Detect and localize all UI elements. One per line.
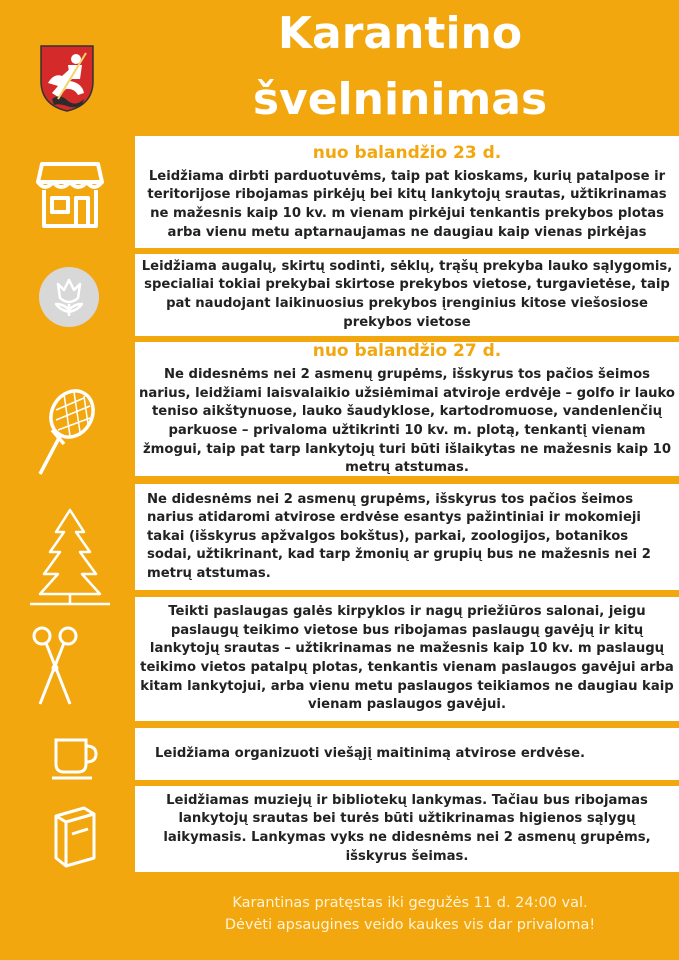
rule-plants-text: Leidžiama augalų, skirtų sodinti, sėklų, trąšų prekyba lauko sąlygomis, specialiai tokiai prekybai skirtose prekybos vietose, turgavietėse, taip pat naudojant laikinuosius prekybos įrenginius kitose viešosiose prekybos vietose (141, 258, 673, 330)
rule-leisure-text: Ne didesnėms nei 2 asmenų grupėms, išskyrus tos pačios šeimos narius, leidžiami laisvalaikio užsiėmimai atviroje erdvėje – golfo ir lauko teniso aikštynuose, lauko šaudyklose, kartodromuose, vandenlenčių parkuose – privaloma užtikrinti 10 kv. m. plotą, tenkantį vienam žmogui, taip pat tarp lankytojų turi būti išlaikytas ne mažesnis kaip 10 metrų atstumas. (139, 367, 675, 476)
panel-april-23-plants (135, 254, 679, 336)
rule-museums-text: Leidžiamas muziejų ir bibliotekų lankymas. Tačiau bus ribojamas lankytojų srautas bei turės būti užtikrinamas higienos sąlygų laikymasis. Lankymas vyks ne didesnėms nei 2 asmenų grupėms, išskyrus šeimas. (163, 792, 651, 864)
panel-museums (135, 786, 679, 872)
panel-catering (135, 728, 679, 780)
book-icon (50, 806, 98, 868)
section-heading-april-27: nuo balandžio 27 d. (312, 341, 502, 362)
section-heading-april-23: nuo balandžio 23 d. (312, 142, 502, 163)
footer-mask-reminder: Dėvėti apsaugines veido kaukes vis dar privaloma! (224, 917, 596, 933)
title-line-1: Karantino (277, 8, 523, 59)
fir-tree-icon (30, 506, 110, 606)
rule-salons-text: Teikti paslaugas galės kirpyklos ir nagų priežiūros salonai, jeigu paslaugų teikimo vietose bus ribojamas paslaugų gavėjų ir kitų lankytojų srautas – užtikrinamas ne mažesnis kaip 10 kv. m paslaugų teikimo vietos patalpų plotas, tenkantis vienam paslaugos gavėjui arba kitam lankytojui, arba vienu metu paslaugos teikiamos ne daugiau kaip vienam paslaugos gavėjui. (140, 604, 674, 713)
coat-of-arms-icon (38, 43, 96, 113)
cup-icon (50, 730, 100, 782)
rule-parks-text: Ne didesnėms nei 2 asmenų grupėms, išskyrus tos pačios šeimos narius atidaromi atvirose erdvėse esantys pažintiniai ir mokomieji takai (išskyrus apžvalgos bokštus), parkai, zoologijos, botanikos sodai, užtikrinant, kad tarp žmonių ar grupių bus ne mažesnis nei 2 metrų atstumas. (147, 491, 651, 581)
panel-salons (135, 597, 679, 721)
title-line-2: švelninimas (252, 74, 548, 125)
panel-parks (135, 484, 679, 590)
panel-april-23-shops (135, 136, 679, 248)
shop-icon (36, 160, 104, 230)
panel-april-27-leisure (135, 342, 679, 476)
tennis-racket-icon (34, 388, 98, 480)
tulip-icon (38, 266, 100, 328)
footer-quarantine-extended: Karantinas pratęstas iki gegužės 11 d. 24:00 val. (232, 895, 588, 911)
rule-shops-text: Leidžiama dirbti parduotuvėms, taip pat kioskams, kurių patalpose ir teritorijose ribojamas pirkėjų bei kitų lankytojų srautas, užtikrinamas ne mažesnis kaip 10 kv. m vienam pirkėjui tenkantis prekybos plotas arba vienu metu aptarnaujamas ne daugiau kaip vienas pirkėjas (147, 168, 667, 240)
rule-catering-text: Leidžiama organizuoti viešąjį maitinimą atvirose erdvėse. (155, 745, 586, 761)
scissors-icon (30, 624, 80, 710)
